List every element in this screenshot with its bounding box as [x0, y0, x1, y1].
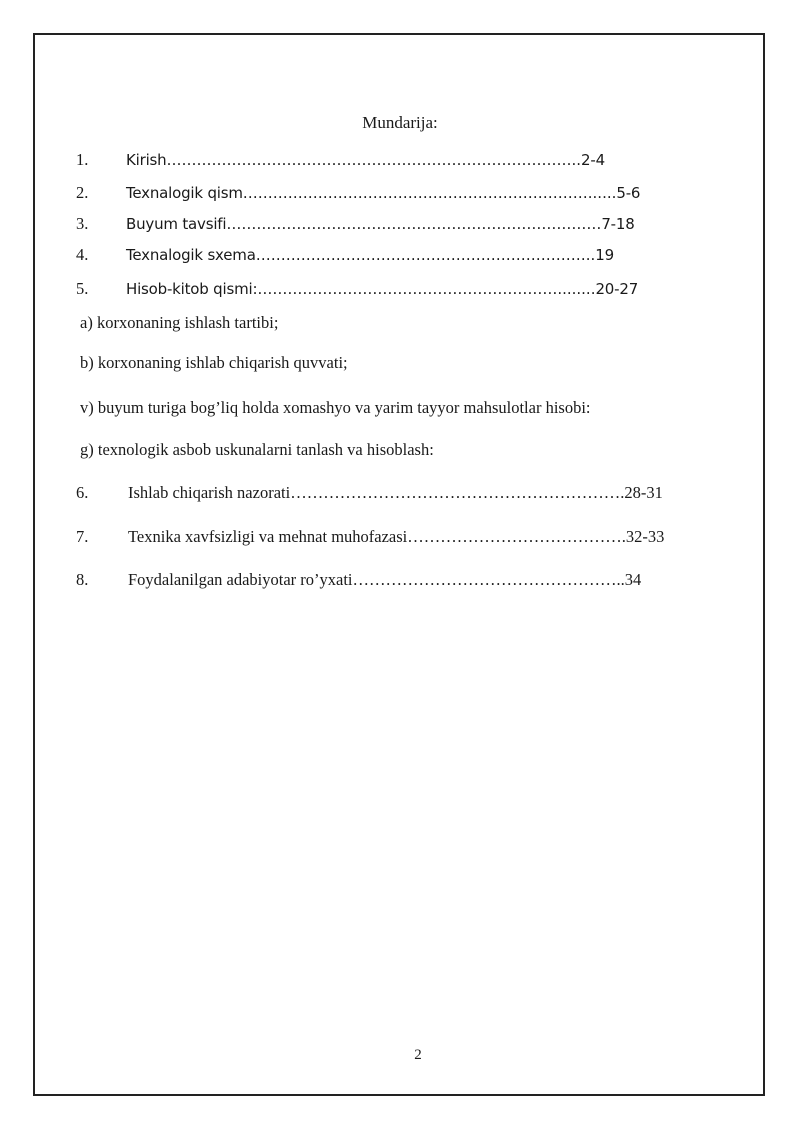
- entry-label: Texnalogik sxema: [126, 246, 256, 264]
- subsection-a: a) korxonaning ishlash tartibi;: [80, 313, 279, 332]
- entry-label: Texnalogik qism: [126, 184, 243, 202]
- entry-number: 4.: [76, 245, 89, 264]
- entry-text: [128, 527, 664, 547]
- subsection-b: b) korxonaning ishlab chiqarish quvvati;: [80, 353, 348, 372]
- entry-number: 5.: [76, 279, 89, 298]
- entry-leader: ……………………………………………………………......: [242, 184, 617, 202]
- entry-pages: 7-18: [601, 215, 635, 233]
- entry-leader: ………………………………….: [407, 527, 626, 546]
- entry-pages: 32-33: [625, 527, 665, 546]
- entry-text: [126, 183, 640, 203]
- subsection-v: v) buyum turiga bog’liq holda xomashyo va yarim tayyor mahsulotlar hisobi:: [80, 398, 591, 417]
- entry-leader: ………………………………………………………………………..: [166, 151, 582, 169]
- entry-pages: 28-31: [624, 483, 663, 502]
- entry-pages: 19: [595, 246, 614, 264]
- page-title: Mundarija:: [362, 113, 438, 132]
- entry-pages: 20-27: [595, 280, 639, 298]
- entry-number: 3.: [76, 214, 89, 233]
- entry-text: [126, 150, 605, 170]
- entry-pages: 2-4: [581, 151, 605, 169]
- subsection-g: g) texnologik asbob uskunalarni tanlash va hisoblash:: [80, 440, 434, 459]
- entry-leader: …………………………………………..: [352, 570, 625, 589]
- entry-label: Ishlab chiqarish nazorati: [128, 483, 291, 502]
- entry-number: 1.: [76, 150, 89, 169]
- entry-label: Texnika xavfsizligi va mehnat muhofazasi: [128, 527, 408, 546]
- entry-text: [128, 570, 641, 590]
- entry-text: [126, 279, 638, 299]
- entry-text: [126, 245, 614, 265]
- entry-number: 8.: [76, 570, 89, 589]
- entry-text: [128, 483, 663, 503]
- entry-text: [126, 214, 635, 234]
- entry-leader: …………………………………………………………..: [255, 246, 596, 264]
- entry-number: 7.: [76, 527, 89, 546]
- entry-label: Kirish: [126, 151, 167, 169]
- entry-pages: 34: [624, 570, 642, 589]
- entry-pages: 5-6: [616, 184, 641, 202]
- entry-leader: …………………………………………………….: [290, 483, 625, 502]
- entry-label: Foydalanilgan adabiyotar ro’yxati: [128, 570, 353, 589]
- page-number: 2: [414, 1047, 422, 1063]
- entry-leader: …………………………………………………………………: [226, 215, 602, 233]
- entry-label: Hisob-kitob qismi:: [126, 280, 258, 298]
- entry-number: 6.: [76, 483, 89, 502]
- entry-label: Buyum tavsifi: [126, 215, 227, 233]
- entry-leader: ……………………………………………………........: [257, 280, 596, 298]
- entry-number: 2.: [76, 183, 89, 202]
